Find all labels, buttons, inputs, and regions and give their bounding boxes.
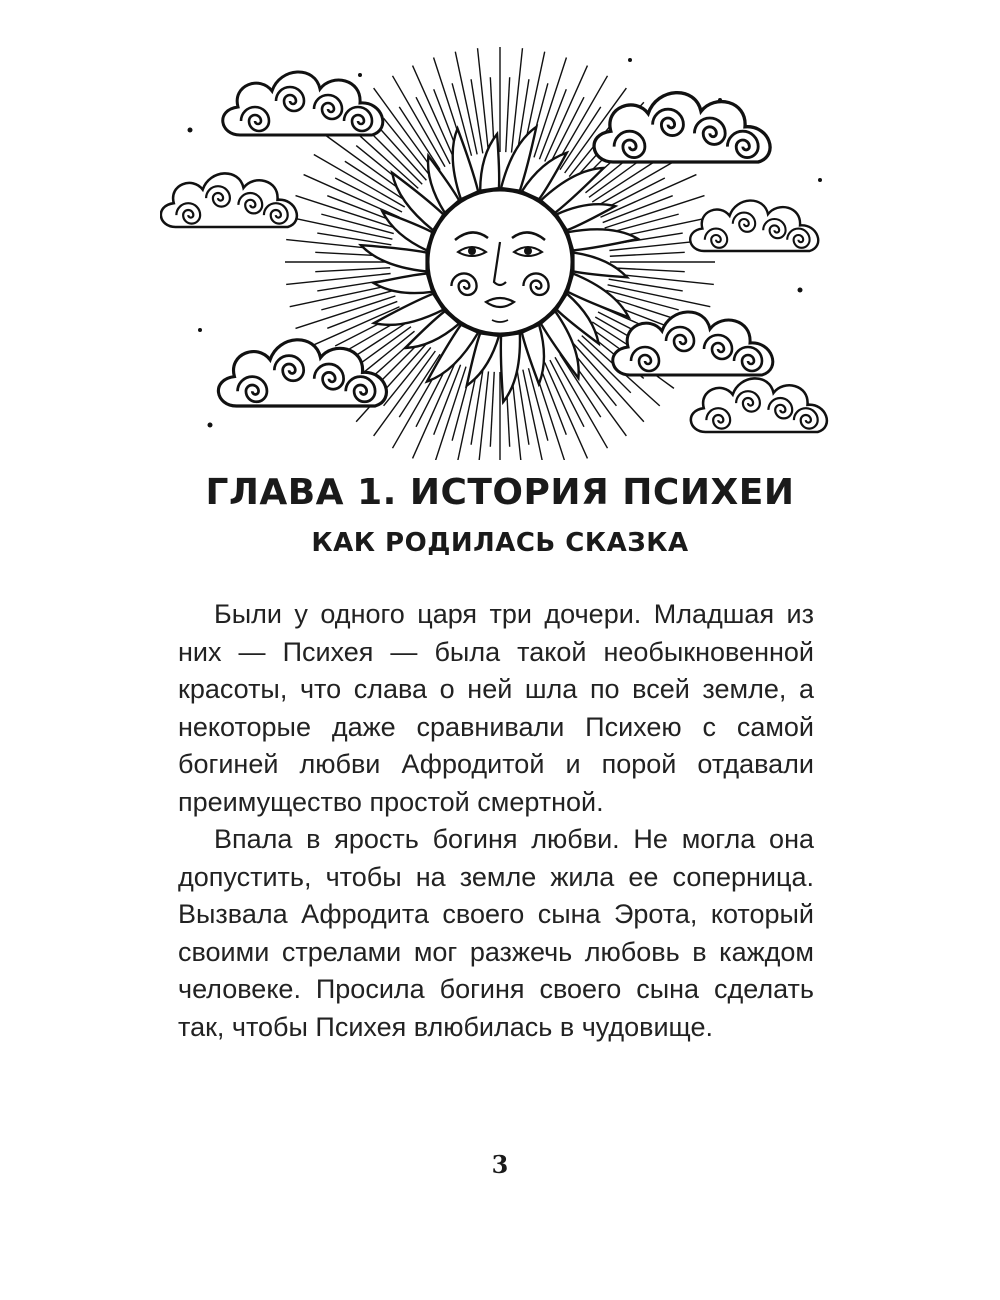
sun-face-with-clouds-icon: [160, 30, 840, 460]
paragraph: Впала в ярость богиня любви. Не могла она допустить, чтобы на земле жила ее соперница. Вызвала Афродита своего сына Эрота, который своими стрелами мог разжечь любовь в каждом человеке. Просила богиня своего сына сделать так, чтобы Психея влюбилась в чудовище.: [178, 824, 814, 1042]
page-number: 3: [491, 1150, 509, 1179]
paragraph: Были у одного царя три дочери. Младшая из них — Психея — была такой необыкновенной красоты, что слава о ней шла по всей земле, а некоторые даже сравнивали Психею с самой богиней любви Афродитой и порой отдавали преимущество простой смертной.: [178, 599, 814, 817]
body-text: [178, 596, 814, 1046]
chapter-title: ГЛАВА 1. ИСТОРИЯ ПСИХЕИ: [205, 472, 795, 513]
chapter-subtitle: КАК РОДИЛАСЬ СКАЗКА: [311, 528, 689, 558]
